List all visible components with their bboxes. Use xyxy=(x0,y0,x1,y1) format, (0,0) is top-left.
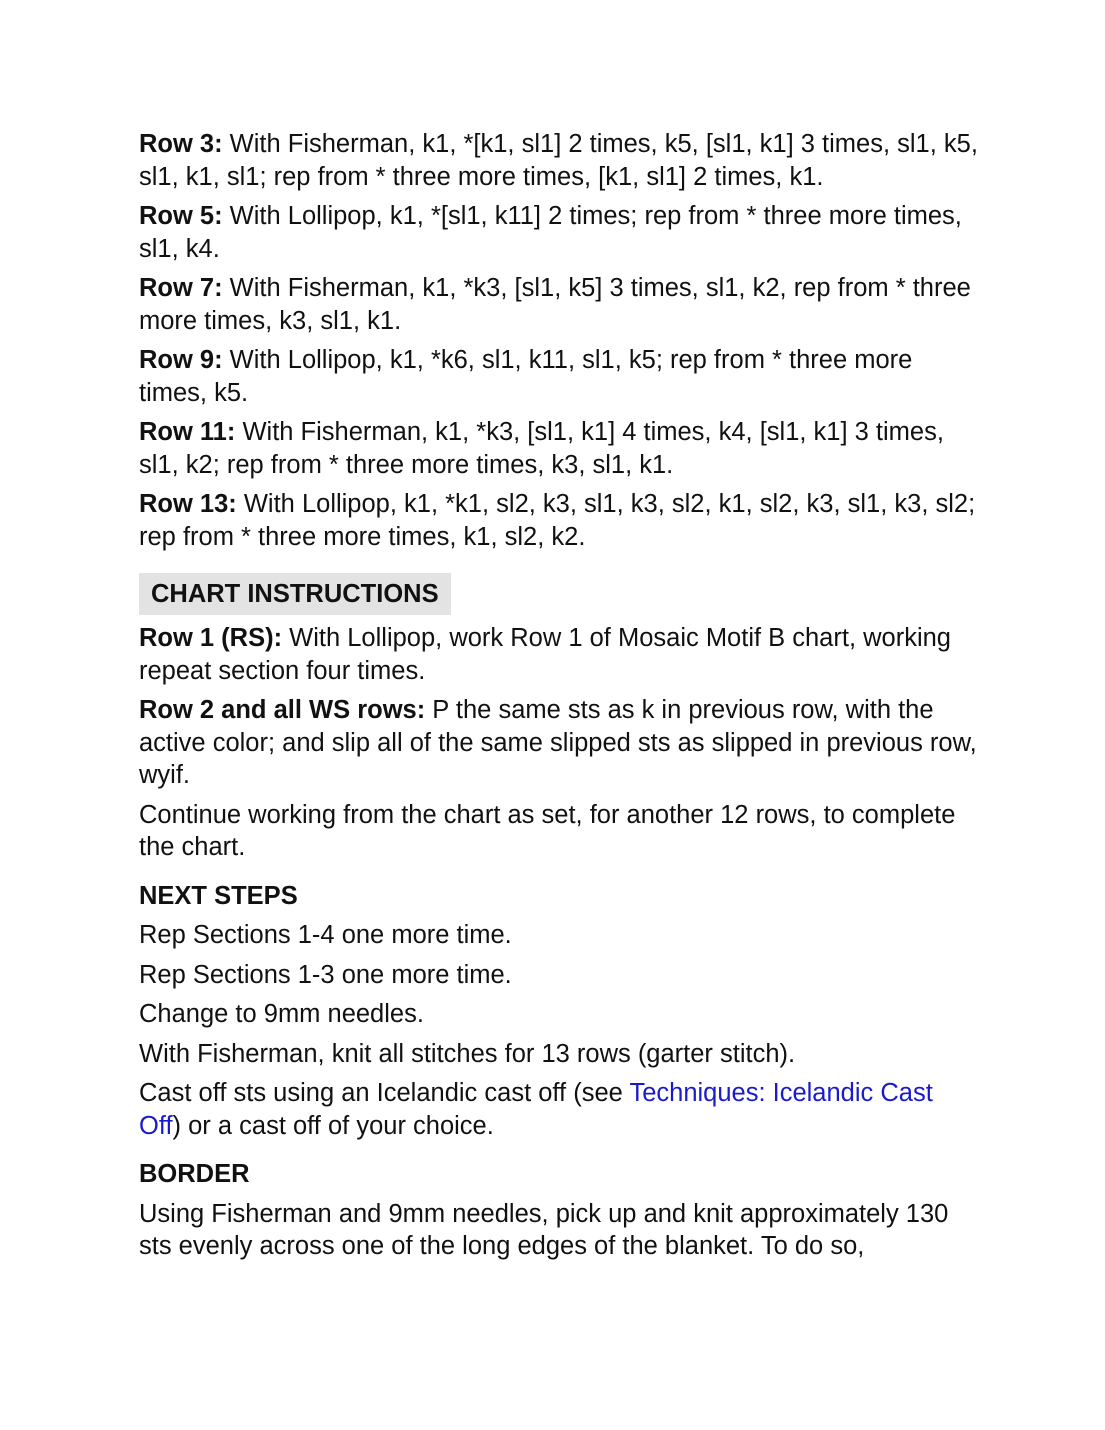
row-label: Row 13: xyxy=(139,490,237,518)
row-text: With Lollipop, k1, *k1, sl2, k3, sl1, k3, sl2, k1, sl2, k3, sl1, k3, sl2; rep from * three more times, k1, sl2, k2. xyxy=(139,490,976,551)
row-text: With Fisherman, k1, *k3, [sl1, k1] 4 times, k4, [sl1, k1] 3 times, sl1, k2; rep from * three more times, k3, sl1, k1. xyxy=(139,418,944,479)
next-step-item: Rep Sections 1-4 one more time. xyxy=(139,921,512,949)
row-label: Row 7: xyxy=(139,274,223,302)
row-text: With Lollipop, work Row 1 of Mosaic Motif B chart, working repeat section four times. xyxy=(139,624,951,685)
chart-instructions-heading: CHART INSTRUCTIONS xyxy=(139,573,451,615)
chart-continue-text: Continue working from the chart as set, for another 12 rows, to complete the chart. xyxy=(139,800,956,861)
row-5-instruction xyxy=(139,200,979,265)
next-step-item: With Fisherman, knit all stitches for 13 rows (garter stitch). xyxy=(139,1039,796,1068)
next-steps-heading: NEXT STEPS xyxy=(139,881,298,910)
icelandic-cast-off-link[interactable]: Techniques: Icelandic Cast Off xyxy=(139,1079,933,1140)
row-13-instruction xyxy=(139,488,979,553)
row-label: Row 5: xyxy=(139,202,223,230)
border-heading: BORDER xyxy=(139,1160,250,1188)
row-text: With Fisherman, k1, *[k1, sl1] 2 times, k5, [sl1, k1] 3 times, sl1, k5, sl1, k1, sl1; rep from * three more times, [k1, sl1] 2 times, k1. xyxy=(139,130,978,191)
row-text: With Lollipop, k1, *k6, sl1, k11, sl1, k5; rep from * three more times, k5. xyxy=(139,346,913,407)
chart-row-1-instruction xyxy=(139,622,979,687)
row-label: Row 1 (RS): xyxy=(139,624,283,652)
row-7-instruction xyxy=(139,272,979,337)
page-content xyxy=(139,128,979,1270)
row-3-instruction xyxy=(139,128,979,193)
row-label: Row 11: xyxy=(139,418,236,446)
row-text: P the same sts as k in previous row, with the active color; and slip all of the same slipped sts as slipped in previous row, wyif. xyxy=(139,696,977,789)
row-11-instruction xyxy=(139,416,979,481)
row-9-instruction xyxy=(139,344,979,409)
row-label: Row 2 and all WS rows: xyxy=(139,696,426,724)
border-text: Using Fisherman and 9mm needles, pick up and knit approximately 130 sts evenly across one of the long edges of the blanket. To do so, xyxy=(139,1199,949,1260)
row-label: Row 3: xyxy=(139,130,223,158)
cast-off-text-after: ) or a cast off of your choice. xyxy=(172,1111,494,1140)
chart-row-2-instruction xyxy=(139,694,979,792)
cast-off-instruction xyxy=(139,1077,979,1142)
next-step-item: Rep Sections 1-3 one more time. xyxy=(139,960,512,989)
row-text: With Fisherman, k1, *k3, [sl1, k5] 3 times, sl1, k2, rep from * three more times, k3, sl1, k1. xyxy=(139,274,971,335)
cast-off-text-before: Cast off sts using an Icelandic cast off (see xyxy=(139,1079,630,1107)
row-text: With Lollipop, k1, *[sl1, k11] 2 times; rep from * three more times, sl1, k4. xyxy=(139,202,962,263)
row-label: Row 9: xyxy=(139,346,223,374)
next-step-item: Change to 9mm needles. xyxy=(139,1000,424,1028)
